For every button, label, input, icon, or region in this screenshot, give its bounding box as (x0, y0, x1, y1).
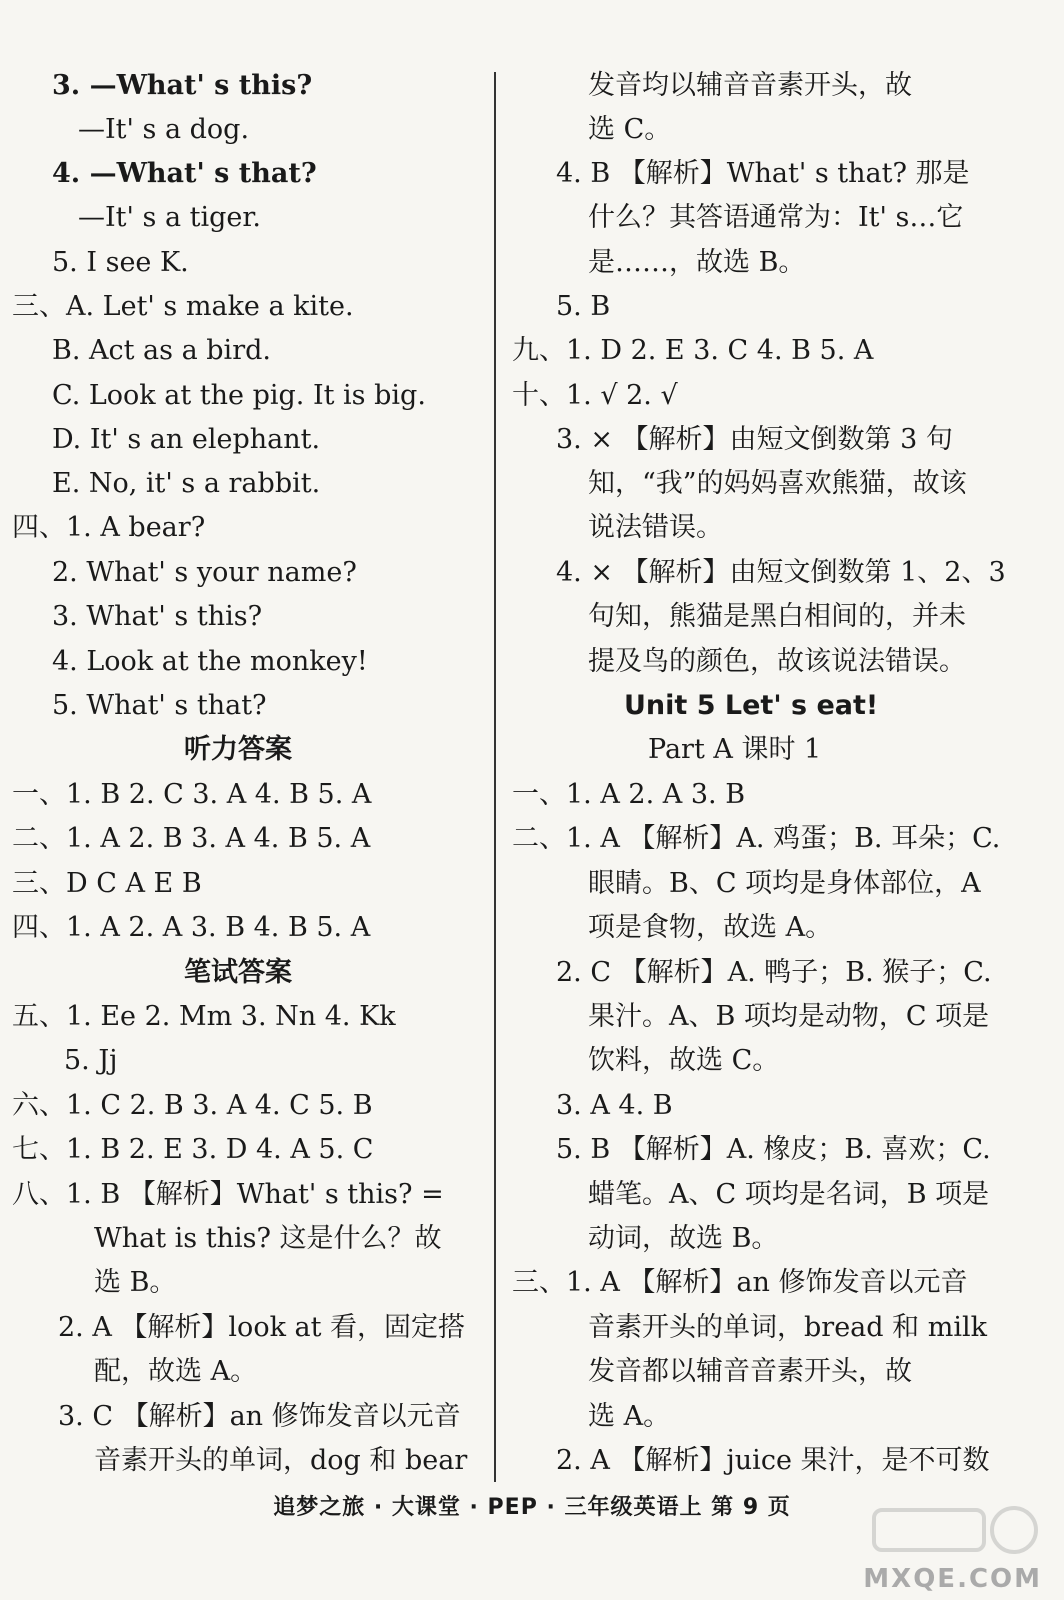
answer-line: 音素开头的单词，bread 和 milk (588, 1312, 987, 1343)
answer-line: 四、1. A 2. A 3. B 4. B 5. A (12, 912, 371, 943)
answer-line: 知，“我”的妈妈喜欢熊猫，故该 (588, 468, 967, 499)
answer-line: 5. Jj (64, 1045, 118, 1076)
answer-line: 2. C 【解析】A. 鸭子；B. 猴子；C. (556, 957, 992, 988)
answer-line: 4. × 【解析】由短文倒数第 1、2、3 (556, 557, 1006, 588)
answer-line: 三、D C A E B (12, 868, 202, 899)
unit-title: Unit 5 Let' s eat! (624, 690, 879, 721)
answer-line: 果汁。A、B 项均是动物，C 项是 (588, 1001, 990, 1032)
answer-line: 4. —What' s that? (52, 158, 317, 189)
answer-line: 三、1. A 【解析】an 修饰发音以元音 (512, 1267, 968, 1298)
answer-line: 3. C 【解析】an 修饰发音以元音 (58, 1401, 461, 1432)
answer-line: 五、1. Ee 2. Mm 3. Nn 4. Kk (12, 1001, 396, 1032)
answer-line: 5. B (556, 291, 611, 322)
answer-line: E. No, it' s a rabbit. (52, 468, 321, 499)
answer-line: 4. B 【解析】What' s that? 那是 (556, 158, 970, 189)
answer-line: 5. What' s that? (52, 690, 267, 721)
answer-line: 二、1. A 2. B 3. A 4. B 5. A (12, 823, 371, 854)
answer-line: 发音均以辅音音素开头，故 (588, 70, 912, 101)
watermark-text: MXQE.COM (863, 1564, 1042, 1594)
answer-line: 5. I see K. (52, 247, 189, 278)
answer-line: —It' s a dog. (78, 114, 250, 145)
lesson-title: Part A 课时 1 (648, 734, 822, 765)
answer-line: 三、A. Let' s make a kite. (12, 291, 354, 322)
page-footer: 追梦之旅 · 大课堂 · PEP · 三年级英语上 第 9 页 (273, 1495, 791, 1520)
answer-line: 发音都以辅音音素开头，故 (588, 1356, 912, 1387)
answer-line: 提及鸟的颜色，故该说法错误。 (588, 646, 966, 677)
answer-line: 5. B 【解析】A. 橡皮；B. 喜欢；C. (556, 1134, 991, 1165)
column-divider (494, 72, 496, 1482)
answer-line: 七、1. B 2. E 3. D 4. A 5. C (12, 1134, 374, 1165)
answer-line: 是……，故选 B。 (588, 247, 806, 278)
answer-line: What is this? 这是什么？故 (94, 1223, 442, 1254)
answer-line: 音素开头的单词，dog 和 bear (94, 1445, 468, 1476)
answer-line: 选 C。 (588, 114, 672, 145)
answer-line: 配，故选 A。 (94, 1356, 258, 1387)
answer-line: D. It' s an elephant. (52, 424, 321, 455)
answer-line: C. Look at the pig. It is big. (52, 380, 426, 411)
answer-line: 动词，故选 B。 (588, 1223, 779, 1254)
answer-line: 句知，熊猫是黑白相间的，并未 (588, 601, 966, 632)
answer-line: 3. A 4. B (556, 1090, 673, 1121)
answer-line: 一、1. A 2. A 3. B (512, 779, 746, 810)
answer-line: 3. What' s this? (52, 601, 263, 632)
answer-line: 四、1. A bear? (12, 512, 206, 543)
answer-line: 4. Look at the monkey! (52, 646, 368, 677)
answer-line: 3. —What' s this? (52, 70, 313, 101)
answer-line: 二、1. A 【解析】A. 鸡蛋；B. 耳朵；C. (512, 823, 1001, 854)
answer-line: 选 A。 (588, 1401, 671, 1432)
answer-line: 2. A 【解析】juice 果汁，是不可数 (556, 1445, 990, 1476)
answer-line: 眼睛。B、C 项均是身体部位，A (588, 868, 981, 899)
answer-line: 饮料，故选 C。 (588, 1045, 780, 1076)
answer-line: 什么？其答语通常为：It' s…它 (588, 202, 964, 233)
answer-line: 2. What' s your name? (52, 557, 357, 588)
answer-line: 十、1. √ 2. √ (512, 380, 678, 411)
answer-line: 九、1. D 2. E 3. C 4. B 5. A (512, 335, 874, 366)
section-heading-written: 笔试答案 (184, 957, 292, 988)
answer-line: 六、1. C 2. B 3. A 4. C 5. B (12, 1090, 373, 1121)
answer-line: 说法错误。 (588, 512, 723, 543)
answer-line: 项是食物，故选 A。 (588, 912, 833, 943)
answer-line: —It' s a tiger. (78, 202, 261, 233)
answer-line: B. Act as a bird. (52, 335, 271, 366)
answer-line: 3. × 【解析】由短文倒数第 3 句 (556, 424, 953, 455)
answer-line: 八、1. B 【解析】What' s this? = (12, 1179, 444, 1210)
section-heading-listening: 听力答案 (184, 734, 292, 765)
answer-line: 2. A 【解析】look at 看，固定搭 (58, 1312, 466, 1343)
answer-line: 选 B。 (94, 1267, 177, 1298)
answer-line: 蜡笔。A、C 项均是名词，B 项是 (588, 1179, 990, 1210)
answer-line: 一、1. B 2. C 3. A 4. B 5. A (12, 779, 372, 810)
